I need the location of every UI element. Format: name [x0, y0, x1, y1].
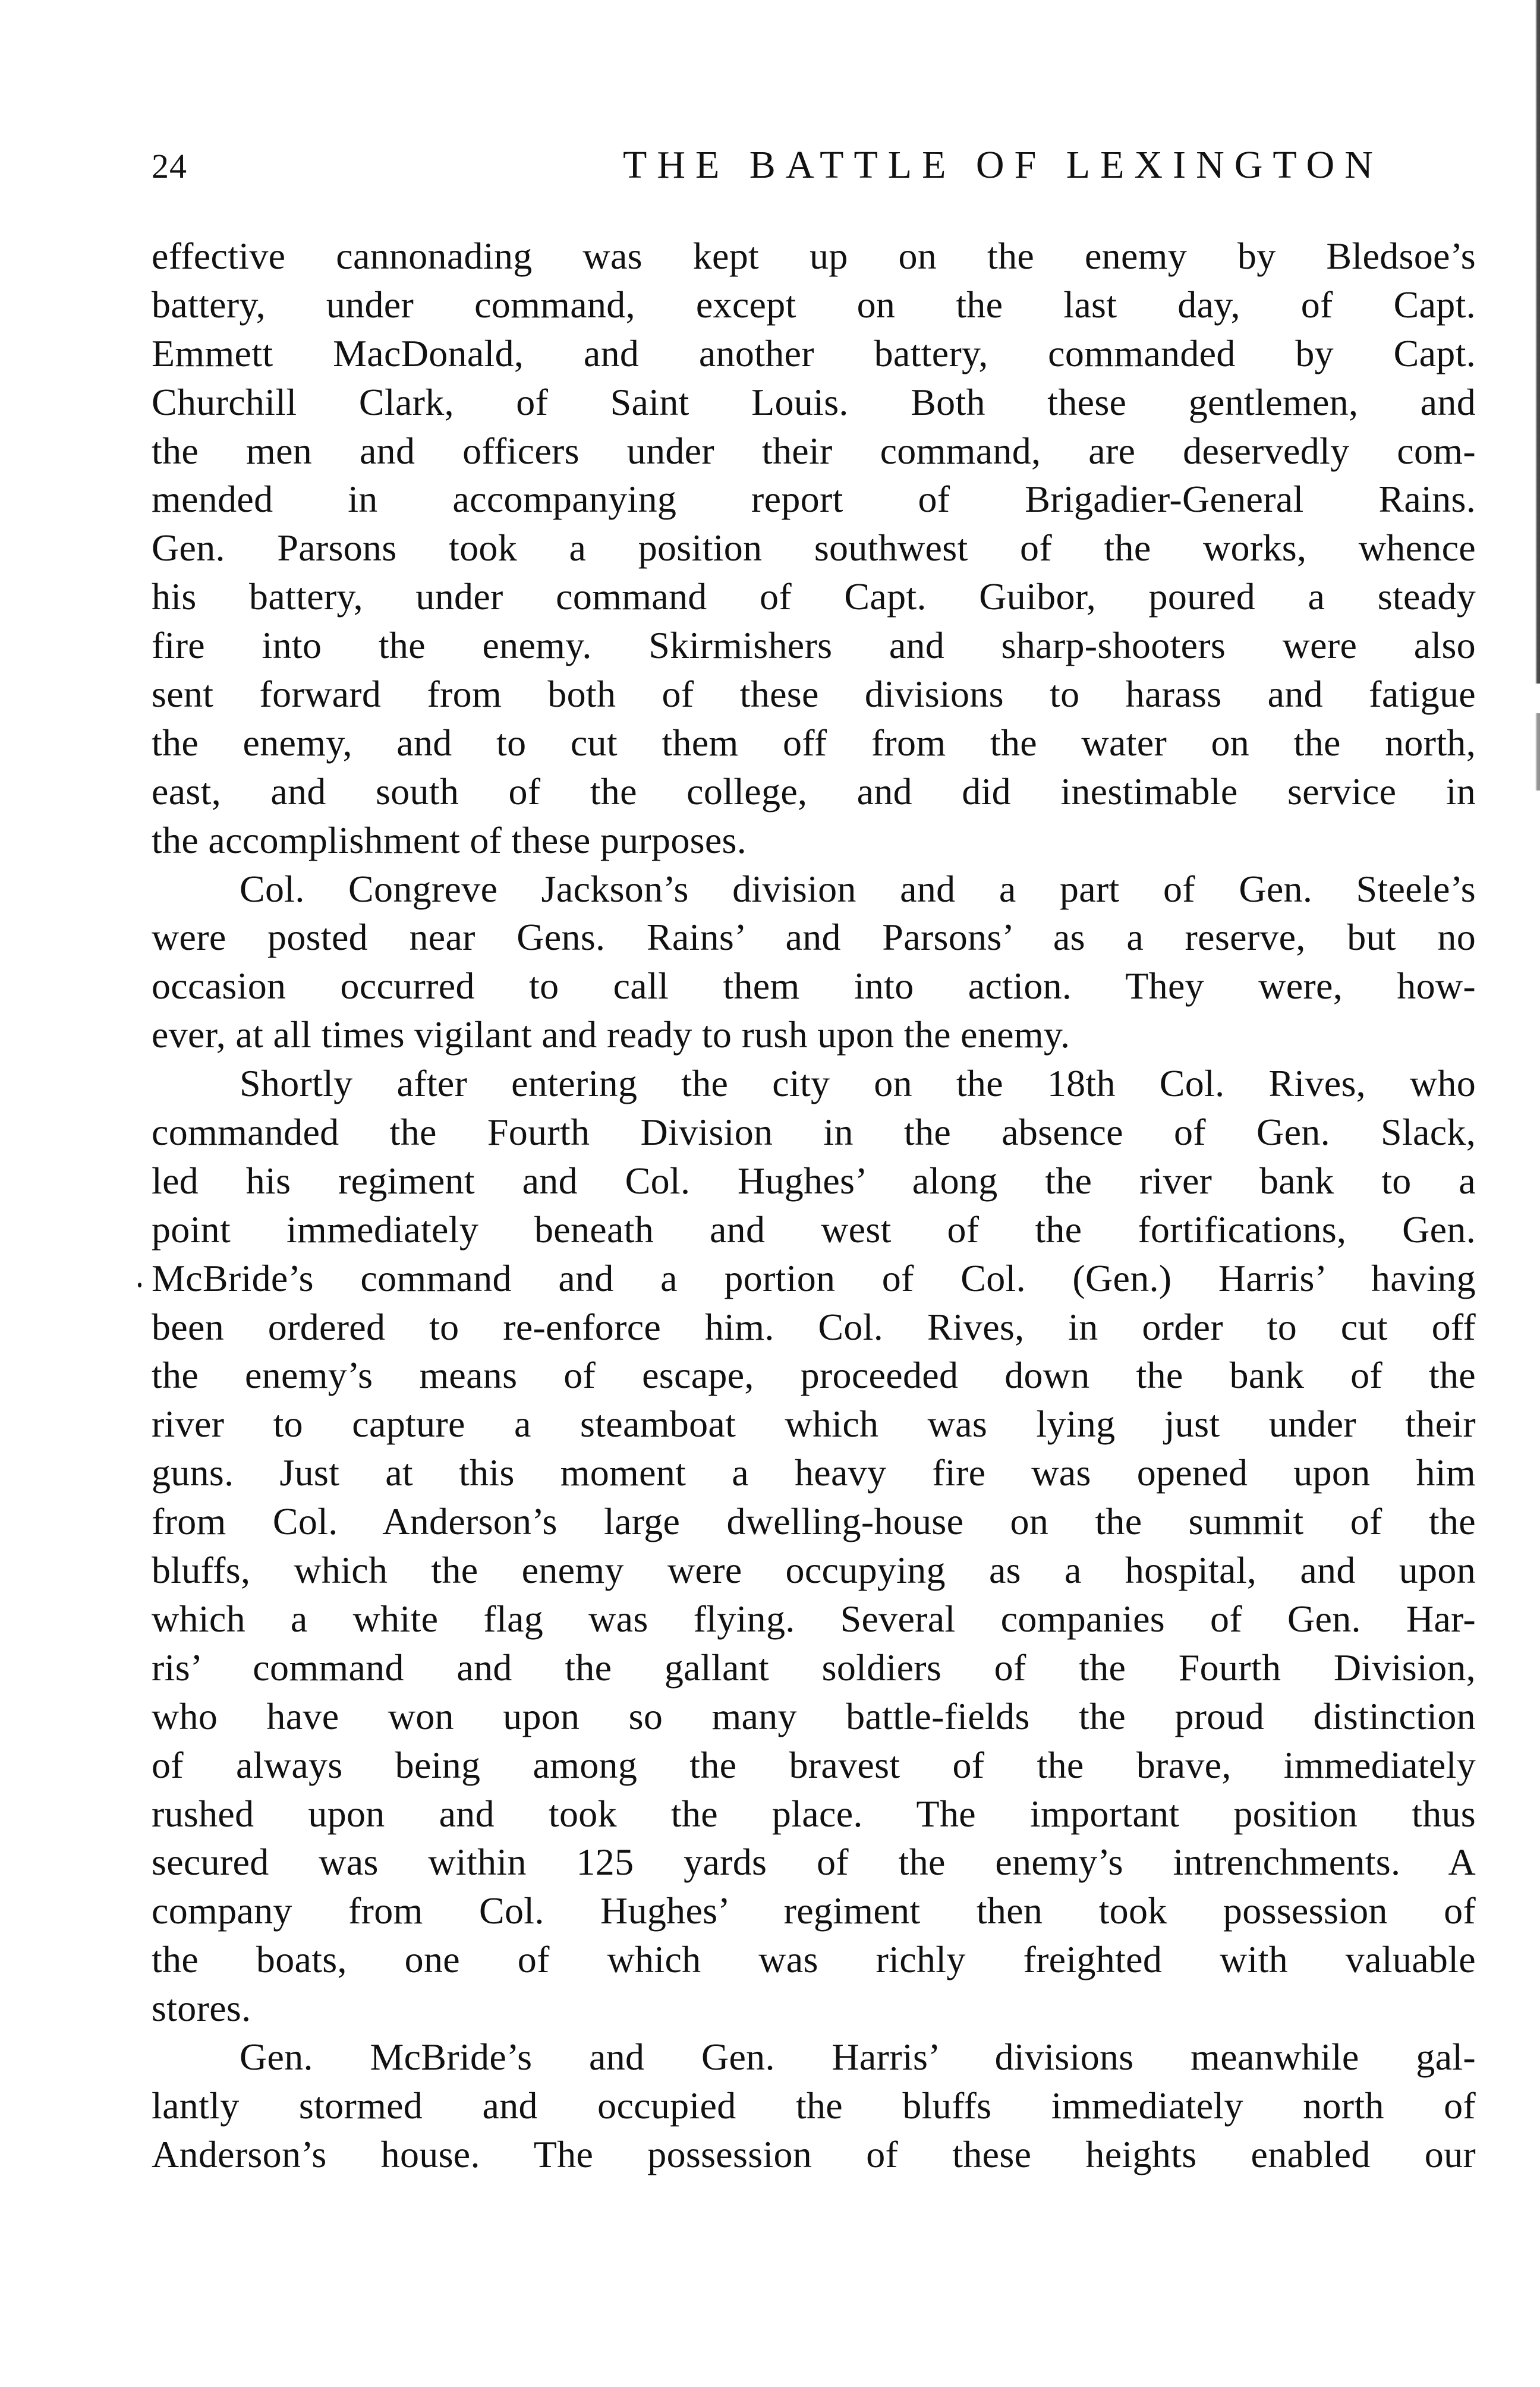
- text-line: commanded the Fourth Division in the absence of Gen. Slack,: [152, 1111, 1476, 1154]
- text-line: of always being among the bravest of the brave, immediately: [152, 1743, 1476, 1786]
- text-line: river to capture a steamboat which was lying just under their: [152, 1403, 1476, 1446]
- paragraph-first-line: Col. Congreve Jackson’s division and a part of Gen. Steele’s: [240, 867, 1476, 910]
- text-line: Anderson’s house. The possession of these heights enabled our: [152, 2133, 1476, 2175]
- text-line: which a white flag was flying. Several companies of Gen. Har-: [152, 1597, 1476, 1640]
- text-line: Emmett MacDonald, and another battery, commanded by Capt.: [152, 332, 1476, 374]
- text-line: east, and south of the college, and did inestimable service in: [152, 770, 1476, 813]
- text-line: bluffs, which the enemy were occupying as a hospital, and upon: [152, 1549, 1476, 1592]
- text-line: been ordered to re-enforce him. Col. Rives, in order to cut off: [152, 1305, 1476, 1348]
- margin-ink-mark: [138, 1283, 141, 1287]
- text-line: Gen. Parsons took a position southwest of the works, whence: [152, 527, 1476, 569]
- text-line: ever, at all times vigilant and ready to rush upon the enemy.: [152, 1013, 1070, 1056]
- text-line: the enemy, and to cut them off from the water on the north,: [152, 721, 1476, 764]
- text-line: ris’ command and the gallant soldiers of the Fourth Division,: [152, 1646, 1476, 1689]
- scan-edge-shadow-lower: [1535, 713, 1540, 791]
- text-line: fire into the enemy. Skirmishers and sharp-shooters were also: [152, 624, 1476, 667]
- text-line: mended in accompanying report of Brigadier-General Rains.: [152, 478, 1476, 521]
- text-line: company from Col. Hughes’ regiment then took possession of: [152, 1890, 1476, 1932]
- page-header: [152, 143, 1477, 196]
- text-line: Churchill Clark, of Saint Louis. Both these gentlemen, and: [152, 380, 1476, 423]
- text-line: led his regiment and Col. Hughes’ along the river bank to a: [152, 1159, 1476, 1202]
- text-line: the men and officers under their command, are deservedly com-: [152, 429, 1476, 472]
- text-line: sent forward from both of these divisions to harass and fatigue: [152, 673, 1476, 716]
- text-line: occasion occurred to call them into action. They were, how-: [152, 965, 1476, 1007]
- text-line: the boats, one of which was richly freighted with valuable: [152, 1938, 1476, 1981]
- text-line: lantly stormed and occupied the bluffs immediately north of: [152, 2084, 1476, 2127]
- page-number: 24: [152, 147, 187, 185]
- scan-edge-shadow: [1535, 0, 1540, 684]
- text-line: effective cannonading was kept up on the enemy by Bledsoe’s: [152, 235, 1476, 277]
- text-line: point immediately beneath and west of the fortifications, Gen.: [152, 1208, 1476, 1251]
- text-line: the enemy’s means of escape, proceeded down the bank of the: [152, 1354, 1476, 1397]
- text-line: were posted near Gens. Rains’ and Parsons’ as a reserve, but no: [152, 916, 1476, 959]
- text-line: McBride’s command and a portion of Col. (Gen.) Harris’ having: [152, 1257, 1476, 1299]
- text-line: his battery, under command of Capt. Guibor, poured a steady: [152, 575, 1476, 618]
- text-line: from Col. Anderson’s large dwelling-house on the summit of the: [152, 1500, 1476, 1543]
- text-line: secured was within 125 yards of the enemy’s intrenchments. A: [152, 1841, 1476, 1884]
- text-line: the accomplishment of these purposes.: [152, 818, 747, 861]
- text-line: battery, under command, except on the last day, of Capt.: [152, 283, 1476, 326]
- text-line: stores.: [152, 1987, 251, 2030]
- text-line: guns. Just at this moment a heavy fire was opened upon him: [152, 1451, 1476, 1494]
- body-text: [152, 232, 1476, 2179]
- paragraph-first-line: Gen. McBride’s and Gen. Harris’ divisions meanwhile gal-: [240, 2035, 1476, 2078]
- text-line: who have won upon so many battle-fields the proud distinction: [152, 1695, 1476, 1737]
- paragraph-first-line: Shortly after entering the city on the 18th Col. Rives, who: [240, 1062, 1476, 1105]
- text-line: rushed upon and took the place. The important position thus: [152, 1792, 1476, 1835]
- running-title: THE BATTLE OF LEXINGTON: [623, 143, 1383, 187]
